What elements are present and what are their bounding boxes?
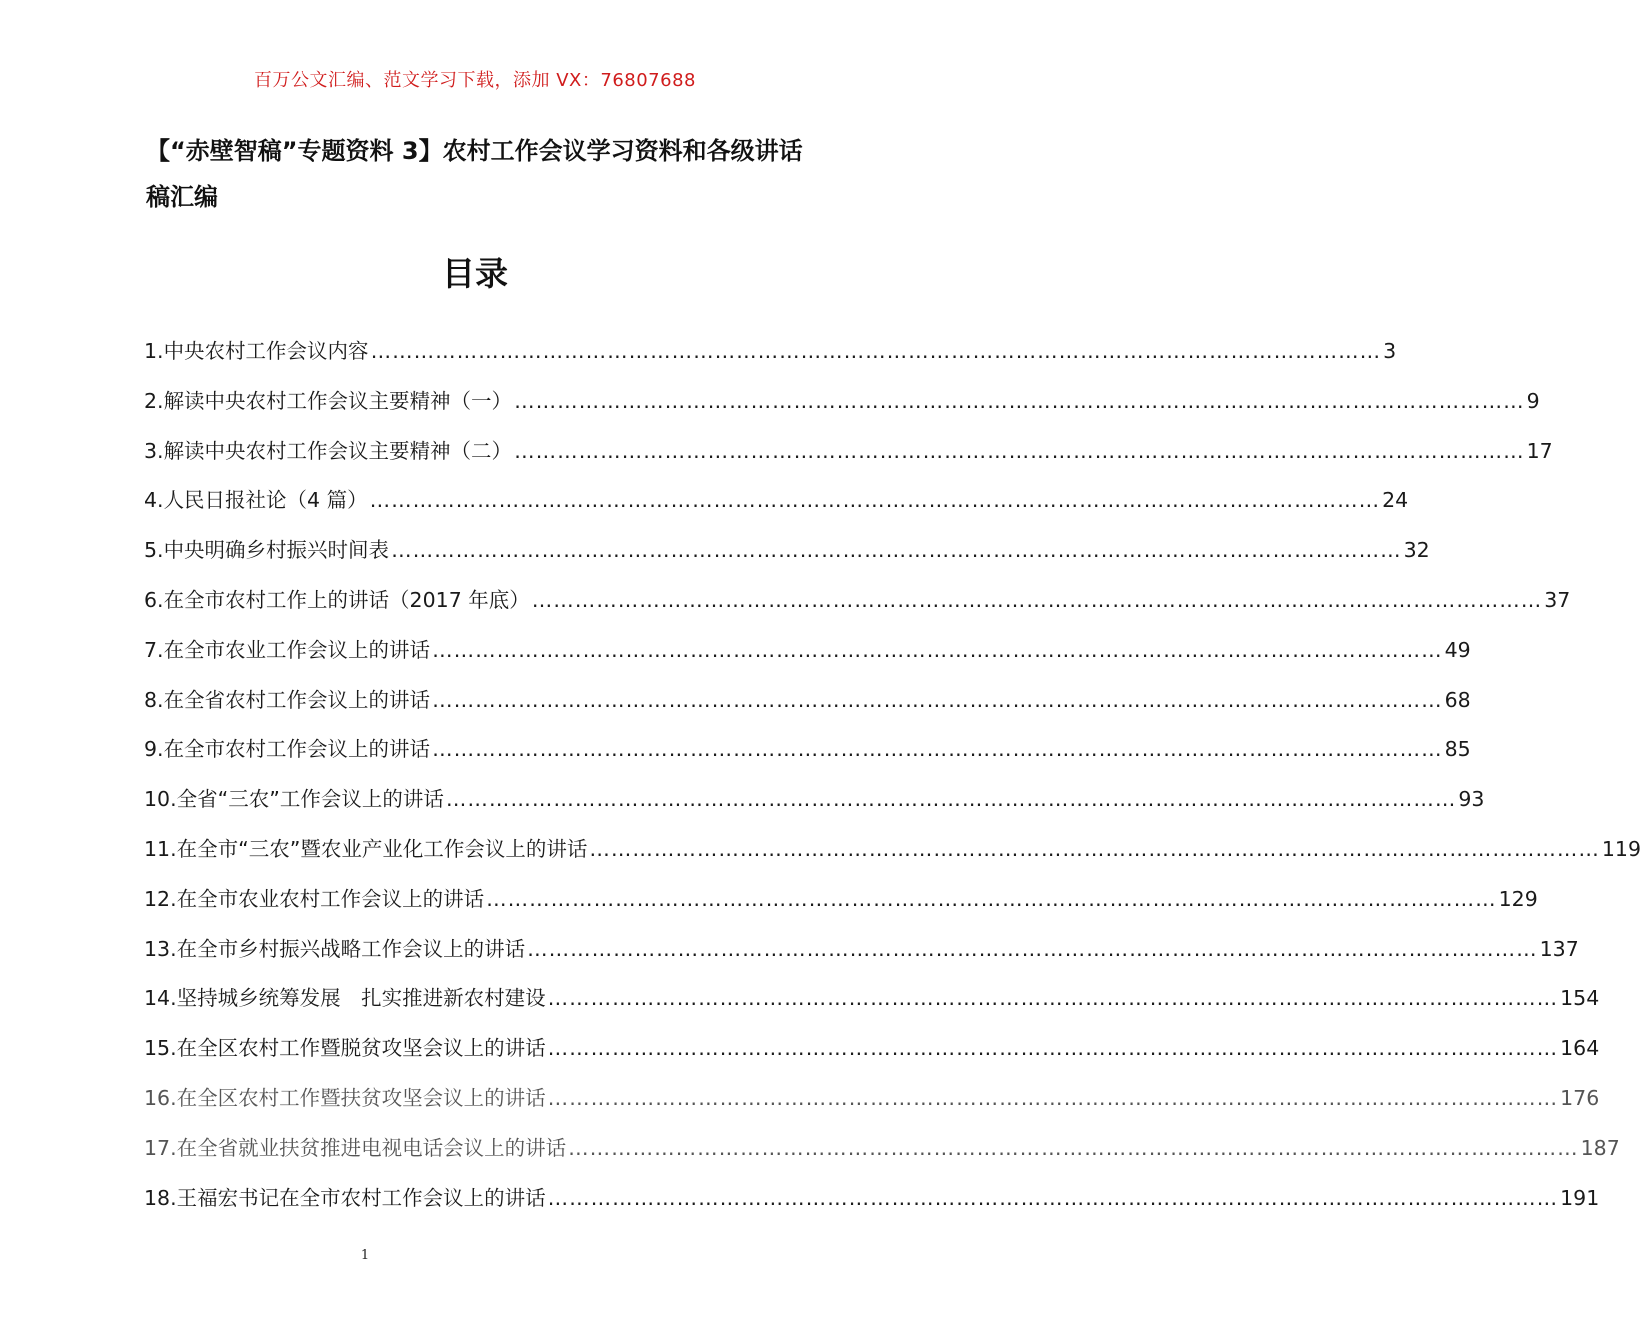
toc-entry[interactable] [144, 779, 1485, 829]
promo-banner: 百万公文汇编、范文学习下载，添加 VX：76807688 [254, 70, 696, 91]
toc-entry[interactable] [144, 431, 1553, 481]
toc-entry-number: 6. [144, 587, 164, 612]
toc-entry-page: 119 [1601, 836, 1641, 861]
toc-entry-page: 187 [1580, 1135, 1620, 1160]
toc-entry[interactable] [144, 680, 1471, 730]
toc-dot-leader [568, 1128, 1579, 1168]
toc-entry-page: 32 [1403, 538, 1430, 563]
toc-dot-leader [391, 530, 1402, 570]
toc-entry-label: 王福宏书记在全市农村工作会议上的讲话 [176, 1185, 546, 1210]
toc-entry[interactable] [144, 530, 1430, 580]
toc-entry-number: 1. [144, 339, 164, 363]
toc-entry-label: 在全市农村工作上的讲话（2017 年底） [163, 587, 530, 612]
toc-entry-label: 在全区农村工作暨扶贫攻坚会议上的讲话 [176, 1085, 546, 1110]
toc-entry-number: 16. [144, 1085, 177, 1110]
toc-entry[interactable] [144, 829, 1641, 879]
toc-entry[interactable] [144, 978, 1600, 1028]
toc-entry-page: 191 [1560, 1185, 1600, 1210]
toc-entry-number: 15. [144, 1036, 177, 1061]
toc-entry-label: 在全区农村工作暨脱贫攻坚会议上的讲话 [176, 1036, 546, 1061]
toc-entry-page: 9 [1526, 388, 1540, 413]
toc-entry-label: 解读中央农村工作会议主要精神（一） [163, 388, 513, 413]
toc-dot-leader [548, 1078, 1559, 1118]
toc-dot-leader [371, 331, 1382, 371]
toc-entry-number: 17. [144, 1135, 177, 1160]
toc-entry-number: 5. [144, 538, 164, 563]
toc-entry-number: 7. [144, 637, 164, 662]
toc-entry-label: 在全市乡村振兴战略工作会议上的讲话 [176, 936, 526, 961]
toc-entry-label: 在全市农业农村工作会议上的讲话 [176, 886, 485, 911]
toc-heading: 目录 [442, 254, 508, 293]
toc-entry-label: 人民日报社论（4 篇） [163, 488, 368, 513]
toc-entry-number: 12. [144, 886, 177, 911]
toc-entry-label: 在全市农村工作会议上的讲话 [163, 737, 431, 762]
toc-entry-page: 68 [1444, 687, 1471, 712]
toc-entry-label: 坚持城乡统筹发展 扎实推进新农村建设 [176, 986, 546, 1011]
toc-entry-page: 3 [1383, 339, 1397, 363]
toc-entry-page: 37 [1544, 587, 1571, 612]
toc-entry-number: 10. [144, 787, 177, 812]
toc-entry-number: 18. [144, 1185, 177, 1210]
toc-entry-page: 17 [1526, 438, 1553, 463]
toc-dot-leader [548, 978, 1559, 1018]
toc-entry-label: 解读中央农村工作会议主要精神（二） [163, 438, 513, 463]
toc-entry-number: 14. [144, 986, 177, 1011]
toc-entry-page: 164 [1560, 1036, 1600, 1061]
toc-entry[interactable] [144, 879, 1538, 929]
toc-entry-page: 154 [1560, 986, 1600, 1011]
toc-entry-number: 11. [144, 836, 177, 861]
toc-entry-page: 137 [1539, 936, 1579, 961]
toc-entry[interactable] [144, 1028, 1600, 1078]
toc-entry-number: 8. [144, 687, 164, 712]
toc-entry-page: 176 [1560, 1085, 1600, 1110]
toc-entry-number: 3. [144, 438, 164, 463]
toc-entry-page: 49 [1444, 637, 1471, 662]
toc-entry[interactable] [144, 480, 1409, 530]
toc-entry-label: 中央明确乡村振兴时间表 [163, 538, 390, 563]
toc-entry[interactable] [144, 929, 1579, 979]
document-title: 【“赤壁智稿”专题资料 3】农村工作会议学习资料和各级讲话稿汇编 [146, 137, 803, 211]
toc-dot-leader [446, 779, 1457, 819]
toc-entry-number: 4. [144, 488, 164, 513]
toc-entry-label: 在全市农业工作会议上的讲话 [163, 637, 431, 662]
toc-entry-label: 在全省就业扶贫推进电视电话会议上的讲话 [176, 1135, 567, 1160]
toc-entry[interactable] [144, 1078, 1600, 1128]
toc-dot-leader [532, 580, 1543, 620]
page-number: 1 [360, 1248, 370, 1263]
toc-entry-page: 24 [1382, 488, 1409, 513]
toc-dot-leader [370, 480, 1381, 520]
toc-entry[interactable] [144, 331, 1397, 381]
toc-entry-label: 中央农村工作会议内容 [163, 339, 369, 363]
toc-entry-number: 2. [144, 388, 164, 413]
toc-entry[interactable] [144, 630, 1471, 680]
toc-dot-leader [486, 879, 1497, 919]
toc-entry[interactable] [144, 1128, 1620, 1178]
toc-dot-leader [432, 630, 1443, 670]
toc-entry-page: 85 [1444, 737, 1471, 762]
toc-dot-leader [589, 829, 1600, 869]
toc-dot-leader [514, 381, 1525, 421]
toc-dot-leader [527, 929, 1538, 969]
toc-entry-label: 全省“三农”工作会议上的讲话 [176, 787, 444, 812]
toc-dot-leader [548, 1178, 1559, 1218]
toc-dot-leader [514, 431, 1525, 471]
toc-dot-leader [432, 729, 1443, 769]
toc-dot-leader [548, 1028, 1559, 1068]
table-of-contents [144, 331, 1641, 1227]
toc-dot-leader [432, 680, 1443, 720]
toc-entry-number: 13. [144, 936, 177, 961]
toc-entry-number: 9. [144, 737, 164, 762]
toc-entry-label: 在全省农村工作会议上的讲话 [163, 687, 431, 712]
toc-entry-label: 在全市“三农”暨农业产业化工作会议上的讲话 [176, 836, 588, 861]
toc-entry[interactable] [144, 1178, 1600, 1228]
toc-entry-page: 129 [1498, 886, 1538, 911]
toc-entry-page: 93 [1458, 787, 1485, 812]
toc-entry[interactable] [144, 381, 1540, 431]
toc-entry[interactable] [144, 580, 1571, 630]
toc-entry[interactable] [144, 729, 1471, 779]
